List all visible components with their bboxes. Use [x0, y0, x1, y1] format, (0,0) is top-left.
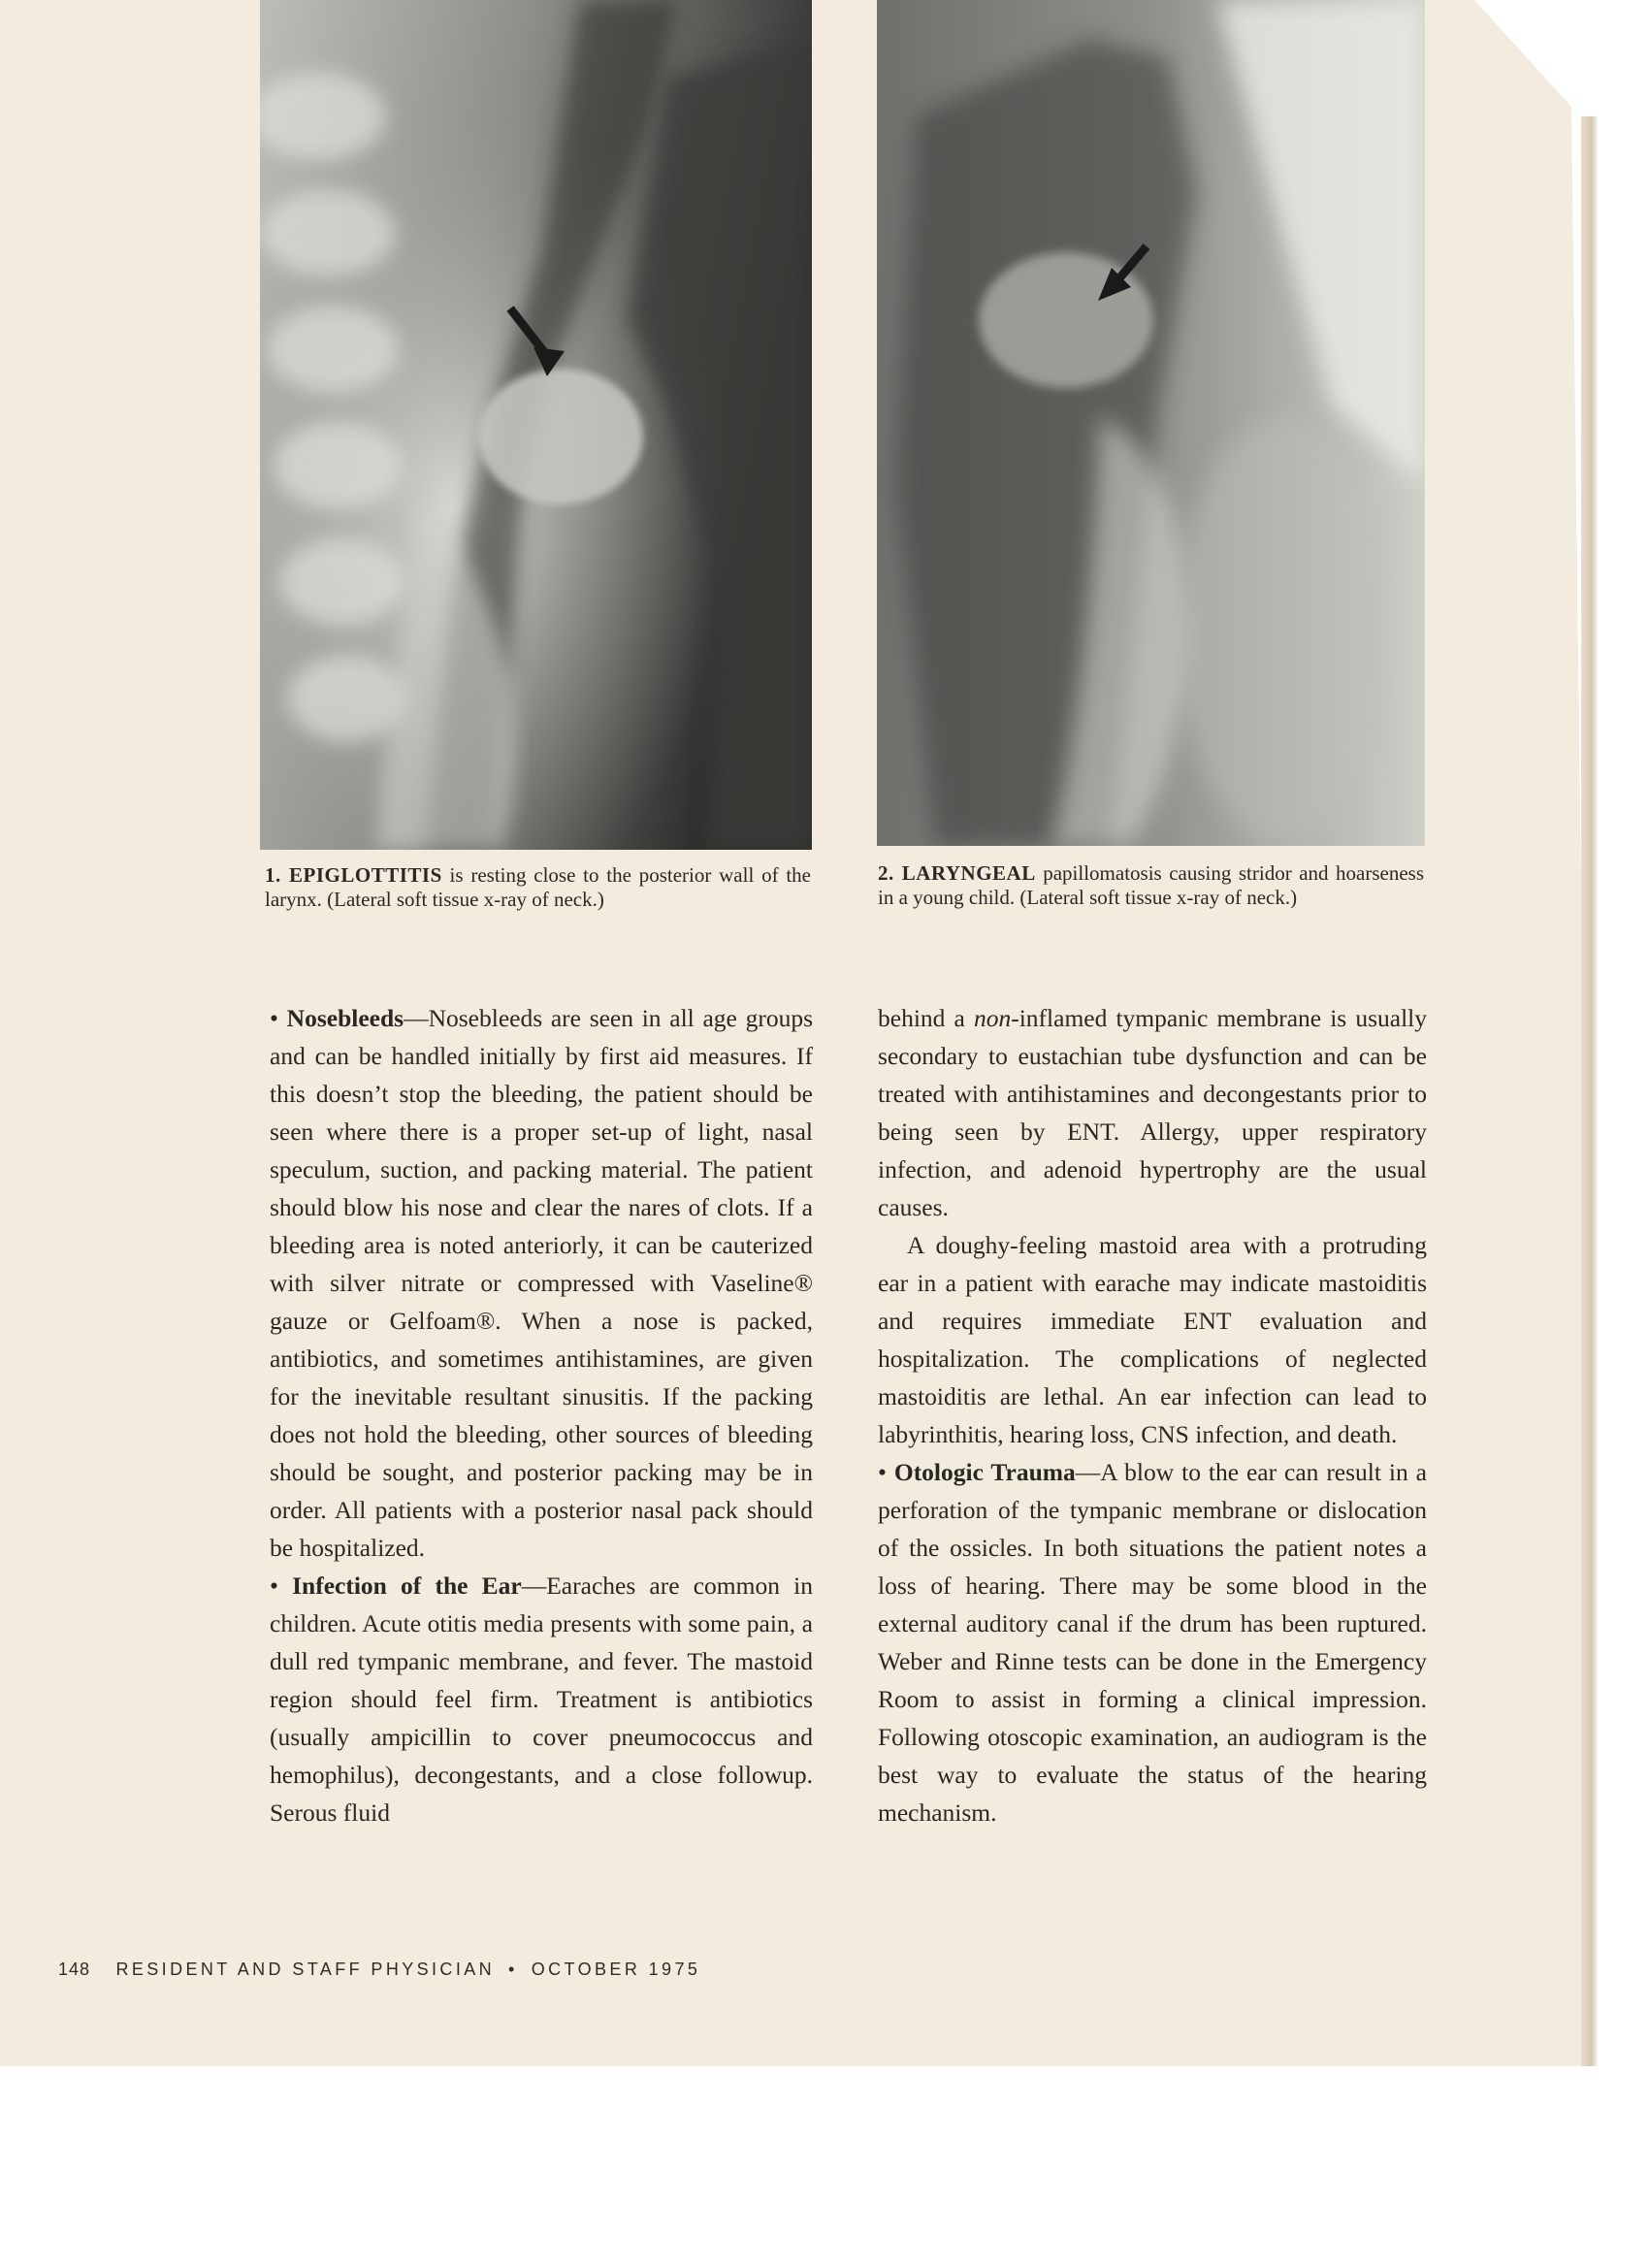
ear-infection-paragraph: • Infection of the Ear—Earaches are common in children. Acute otitis media presents with some pain, a dull red tympanic membrane, and fever. The mastoid region should feel firm. Treatment is antibiotics (usually ampicillin to cover pneumococcus and hemophilus), decongestants, and a close followup. Serous fluid [270, 1571, 813, 1827]
page-number: 148 [58, 1960, 91, 1979]
otologic-trauma-text: —A blow to the ear can result in a perforation of the tympanic membrane or dislocation of the ossicles. In both situations the patient notes a loss of hearing. There may be some blood in the external auditory canal if the drum has been ruptured. Weber and Rinne tests can be done in the Emergency Room to assist in forming a clinical impression. Following otoscopic examination, an audiogram is the best way to evaluate the status of the hearing mechanism. [878, 1458, 1427, 1827]
mastoid-paragraph: A doughy-feeling mastoid area with a protruding ear in a patient with earache may indicate mastoiditis and requires immediate ENT evaluation and hospitalization. The complications of neglected mastoiditis are lethal. An ear infection can lead to labyrinthitis, hearing loss, CNS infection, and death. [878, 1231, 1427, 1448]
figure-1-xray-image [260, 0, 812, 850]
figure-2-label: 2. LARYNGEAL [878, 861, 1036, 885]
separator-dot: • [508, 1960, 518, 1979]
figure-2-xray-image [877, 0, 1425, 846]
nosebleeds-heading: Nosebleeds [286, 1004, 404, 1032]
figure-1-label: 1. EPIGLOTTITIS [265, 863, 442, 887]
page-edge-shadow [1581, 116, 1599, 2066]
serous-fluid-continuation: behind a non-inflamed tympanic membrane is usually secondary to eustachian tube dysfunction and can be treated with antihistamines and decongestants prior to being seen by ENT. Allergy, upper respiratory infection, and adenoid hypertrophy are the usual causes. [878, 1004, 1427, 1221]
right-text-column [878, 999, 1427, 1831]
ear-infection-text: —Earaches are common in children. Acute otitis media presents with some pain, a dull red tympanic membrane, and fever. The mastoid region should feel firm. Treatment is antibiotics (usually ampicillin to cover pneumococcus and hemophilus), decongestants, and a close followup. Serous fluid [270, 1571, 813, 1827]
nosebleeds-paragraph: • Nosebleeds—Nosebleeds are seen in all age groups and can be handled initially by first aid measures. If this doesn’t stop the bleeding, the patient should be seen where there is a proper set-up of light, nasal speculum, suction, and packing material. The patient should blow his nose and clear the nares of clots. If a bleeding area is noted anteriorly, it can be cauterized with silver nitrate or compressed with Vaseline® gauze or Gelfoam®. When a nose is packed, antibiotics, and sometimes antihistamines, are given for the inevitable resultant sinusitis. If the packing does not hold the bleeding, other sources of bleeding should be sought, and posterior packing may be in order. All patients with a posterior nasal pack should be hospitalized. [270, 1004, 813, 1562]
otologic-trauma-heading: Otologic Trauma [893, 1458, 1076, 1486]
figure-2-caption [878, 861, 1424, 910]
left-text-column [270, 999, 813, 1831]
figure-2-caption-text: papillomatosis causing stridor and hoarseness in a young child. (Lateral soft tissue x-ray of neck.) [878, 861, 1425, 909]
figure-1-caption-text: is resting close to the posterior wall of the larynx. (Lateral soft tissue x-ray of neck.) [265, 863, 811, 911]
journal-name: RESIDENT AND STAFF PHYSICIAN [115, 1960, 496, 1979]
page-footer [58, 1960, 700, 1980]
otologic-trauma-paragraph: • Otologic Trauma—A blow to the ear can result in a perforation of the tympanic membrane or dislocation of the ossicles. In both situations the patient notes a loss of hearing. There may be some blood in the external auditory canal if the drum has been ruptured. Weber and Rinne tests can be done in the Emergency Room to assist in forming a clinical impression. Following otoscopic examination, an audiogram is the best way to evaluate the status of the hearing mechanism. [878, 1458, 1427, 1827]
issue-date: OCTOBER 1975 [531, 1960, 701, 1979]
nosebleeds-text: —Nosebleeds are seen in all age groups and can be handled initially by first aid measures. If this doesn’t stop the bleeding, the patient should be seen where there is a proper set-up of light, nasal speculum, suction, and packing material. The patient should blow his nose and clear the nares of clots. If a bleeding area is noted anteriorly, it can be cauterized with silver nitrate or compressed with Vaseline® gauze or Gelfoam®. When a nose is packed, antibiotics, and sometimes antihistamines, are given for the inevitable resultant sinusitis. If the packing does not hold the bleeding, other sources of bleeding should be sought, and posterior packing may be in order. All patients with a posterior nasal pack should be hospitalized. [270, 1004, 813, 1562]
figure-1-caption [265, 863, 811, 912]
ear-infection-heading: Infection of the Ear [292, 1571, 522, 1600]
